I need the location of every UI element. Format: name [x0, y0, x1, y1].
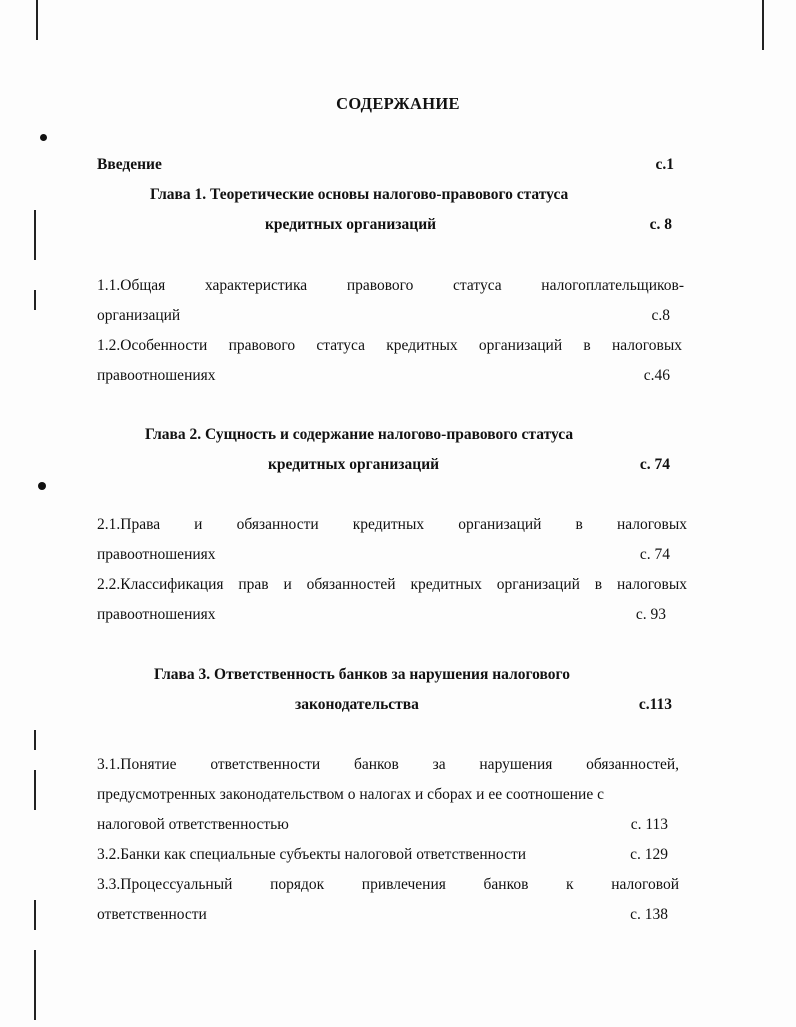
section-3-3-line1: 3.3.Процессуальный порядок привлечения банков к налоговой [97, 876, 679, 893]
chapter1-title: Глава 1. Теоретические основы налогово-правового статуса [150, 186, 569, 203]
section-2-2-line1: 2.2.Классификация прав и обязанностей кредитных организаций в налоговых [97, 576, 687, 593]
section-2-1-page: с. 74 [639, 546, 670, 563]
chapter3-title-cont: законодательства [295, 696, 419, 713]
section-2-1-line1: 2.1.Права и обязанности кредитных организаций в налоговых [97, 516, 687, 533]
section-1-2-page: с.46 [643, 367, 670, 384]
section-3-2-line1: 3.2.Банки как специальные субъекты налоговой ответственности [97, 846, 527, 863]
intro-page: с.1 [655, 156, 674, 173]
section-2-1-line2: правоотношениях [97, 546, 216, 563]
intro-label: Введение [97, 156, 162, 173]
chapter2-title-cont: кредитных организаций [268, 456, 440, 473]
section-2-2-line2: правоотношениях [97, 606, 216, 623]
section-1-2-line2: правоотношениях [97, 367, 216, 384]
chapter2-page: с. 74 [639, 456, 670, 473]
section-3-3-line2: ответственности [97, 906, 207, 923]
chapter3-title: Глава 3. Ответственность банков за нарушения налогового [154, 666, 570, 683]
section-1-2-line1: 1.2.Особенности правового статуса кредитных организаций в налоговых [97, 337, 682, 354]
section-1-1-line1: 1.1.Общая характеристика правового статуса налогоплательщиков- [97, 277, 684, 294]
scan-dot [38, 482, 46, 490]
chapter3-page: с.113 [638, 696, 672, 713]
scan-edge-line [34, 210, 36, 260]
section-2-2-page: с. 93 [635, 606, 666, 623]
page-title: СОДЕРЖАНИЕ [336, 94, 460, 113]
section-3-3-page: с. 138 [630, 906, 668, 923]
scan-dot [40, 134, 47, 141]
chapter1-page: с. 8 [649, 216, 672, 233]
scan-edge-line [34, 770, 36, 810]
scan-edge-line [34, 290, 36, 310]
chapter2-title: Глава 2. Сущность и содержание налогово-правового статуса [145, 426, 574, 443]
scan-edge-line [34, 900, 36, 930]
scan-edge-line [34, 950, 36, 1020]
section-1-1-line2: организаций [97, 307, 181, 324]
scan-edge-line [36, 0, 38, 40]
section-3-1-page: с. 113 [630, 816, 668, 833]
section-1-1-page: с.8 [651, 307, 670, 324]
section-3-1-line3: налоговой ответственностью [97, 816, 289, 833]
scan-edge-line [762, 0, 764, 50]
section-3-2-page: с. 129 [630, 846, 668, 863]
section-3-1-line2: предусмотренных законодательством о налогах и сборах и ее соотношение с [97, 786, 604, 803]
chapter1-title-cont: кредитных организаций [265, 216, 437, 233]
section-3-1-line1: 3.1.Понятие ответственности банков за нарушения обязанностей, [97, 756, 679, 773]
scan-edge-line [34, 730, 36, 750]
